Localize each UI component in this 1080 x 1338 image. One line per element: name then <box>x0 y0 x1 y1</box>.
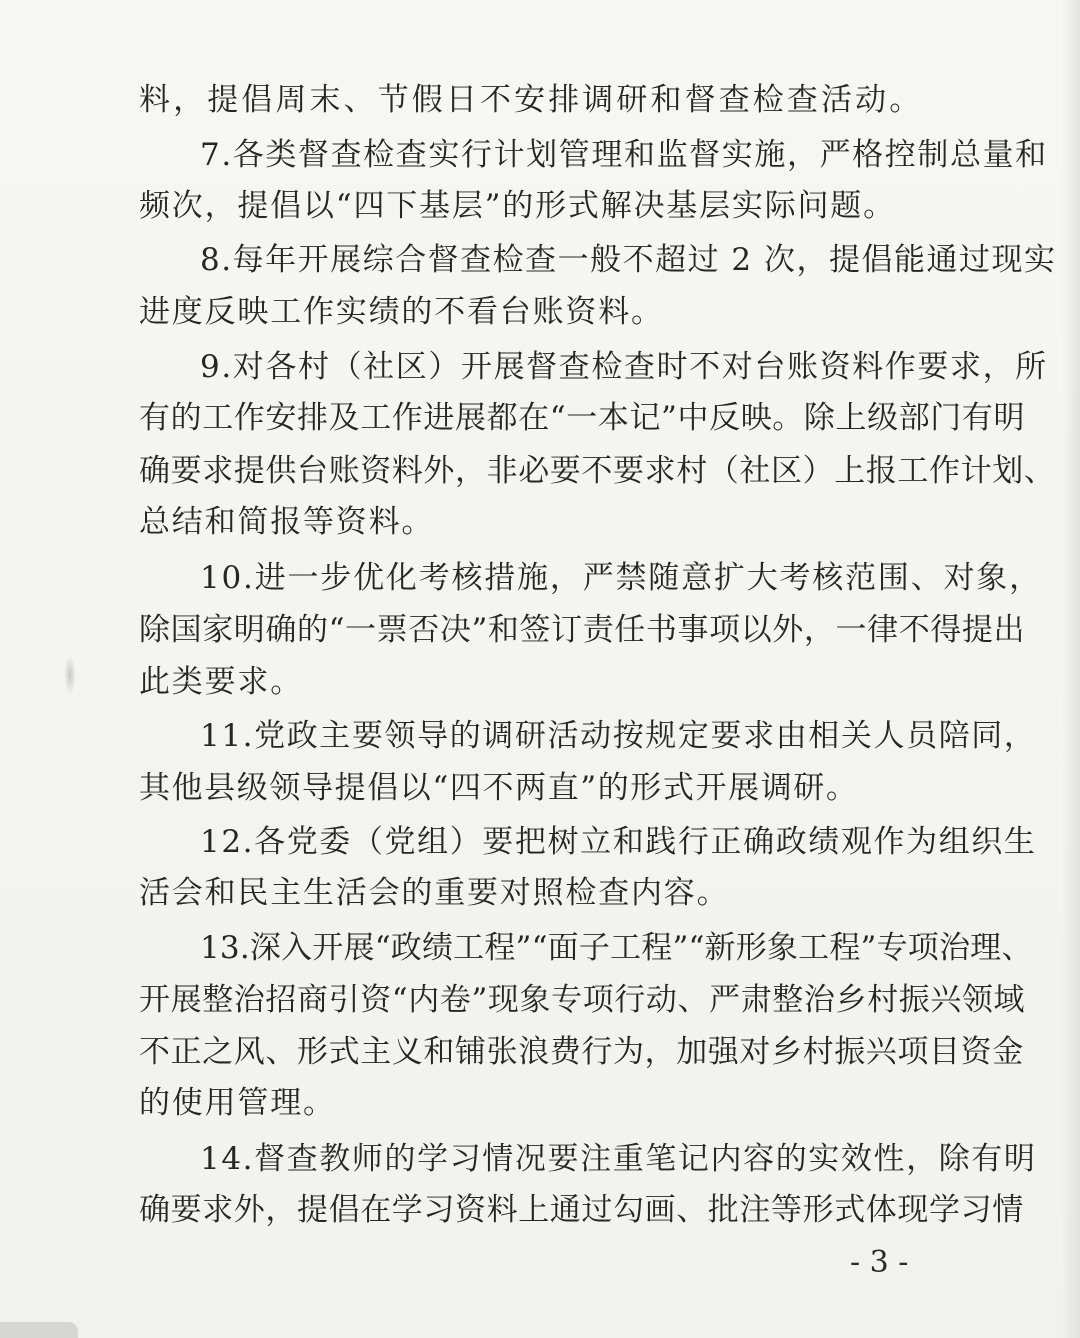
text-line: 其他县级领导提倡以“四不两直”的形式开展调研。 <box>139 770 859 806</box>
text-line: 总结和简报等资料。 <box>139 504 435 540</box>
text-line: 7.各类督查检查实行计划管理和监督实施，严格控制总量和 <box>200 137 1048 173</box>
text-line: 的使用管理。 <box>139 1085 336 1121</box>
scan-corner <box>0 1322 78 1338</box>
text-line: 频次，提倡以“四下基层”的形式解决基层实际问题。 <box>139 188 896 224</box>
text-line: 此类要求。 <box>139 664 303 700</box>
text-line: 开展整治招商引资“内卷”现象专项行动、严肃整治乡村振兴领域 <box>139 982 1026 1018</box>
text-line: 11.党政主要领导的调研活动按规定要求由相关人员陪同， <box>200 718 1037 754</box>
text-line: 13.深入开展“政绩工程”“面子工程”“新形象工程”专项治理、 <box>200 930 1033 966</box>
text-line: 确要求外，提倡在学习资料上通过勾画、批注等形式体现学习情 <box>139 1192 1024 1228</box>
text-line: 有的工作安排及工作进展都在“一本记”中反映。除上级部门有明 <box>139 400 1026 436</box>
page-number: - 3 - <box>850 1245 909 1280</box>
text-line: 活会和民主生活会的重要对照检查内容。 <box>139 875 730 911</box>
text-line: 10.进一步优化考核措施，严禁随意扩大考核范围、对象， <box>200 560 1042 596</box>
text-line: 进度反映工作实绩的不看台账资料。 <box>139 294 664 330</box>
text-line: 确要求提供台账资料外，非必要不要求村（社区）上报工作计划、 <box>139 453 1056 489</box>
text-line: 不正之风、形式主义和铺张浪费行为，加强对乡村振兴项目资金 <box>139 1034 1024 1070</box>
text-line: 14.督查教师的学习情况要注重笔记内容的实效性，除有明 <box>200 1141 1037 1177</box>
text-line: 12.各党委（党组）要把树立和践行正确政绩观作为组织生 <box>200 824 1037 860</box>
text-line: 除国家明确的“一票否决”和签订责任书事项以外，一律不得提出 <box>139 612 1026 648</box>
text-line: 8.每年开展综合督查检查一般不超过 2 次，提倡能通过现实 <box>200 242 1057 278</box>
text-line: 9.对各村（社区）开展督查检查时不对台账资料作要求，所 <box>200 349 1048 385</box>
text-line: 料，提倡周末、节假日不安排调研和督查检查活动。 <box>139 82 924 118</box>
